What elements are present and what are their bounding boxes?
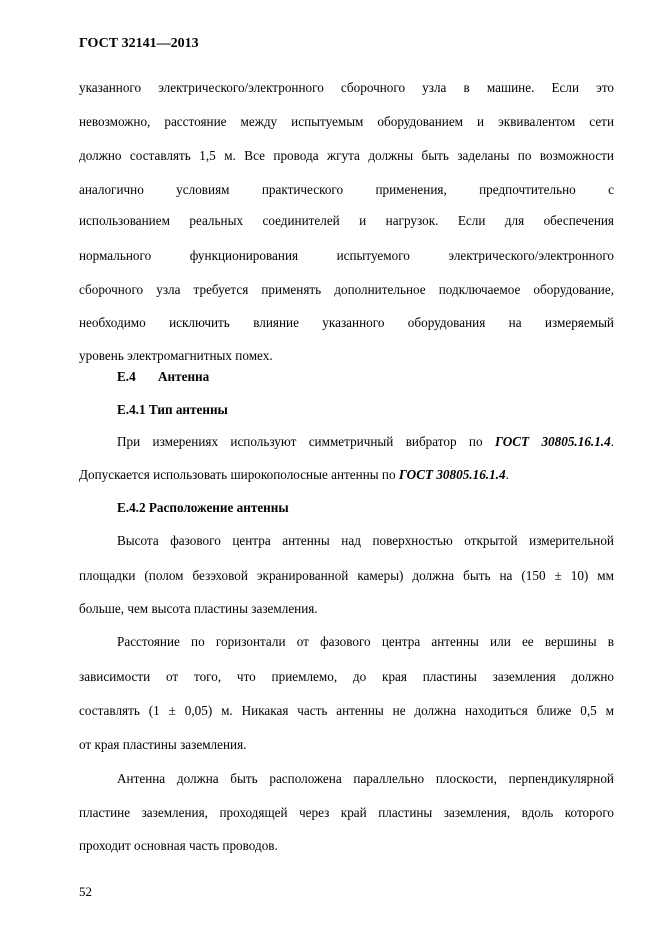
- paragraph-line: зависимости от того, что приемлемо, до края пластины заземления должно: [79, 669, 614, 684]
- paragraph-line: составлять (1 ± 0,05) м. Никакая часть антенны не должна находиться ближе 0,5 м: [79, 703, 614, 718]
- paragraph-line: нормального функционирования испытуемого электрического/электронного: [79, 248, 614, 263]
- text-run: При измерениях используют симметричный вибратор по: [117, 434, 483, 449]
- paragraph-line: площадки (полом безэховой экранированной камеры) должна быть на (150 ± 10) мм: [79, 568, 614, 583]
- text-run: Допускается использовать широкополосные антенны по: [79, 467, 396, 482]
- subsection-title: Е.4.1 Тип антенны: [117, 402, 228, 417]
- paragraph-line: сборочного узла требуется применять дополнительное подключаемое оборудование,: [79, 282, 614, 297]
- paragraph-line: Высота фазового центра антенны над поверхностью открытой измерительной: [117, 533, 614, 548]
- paragraph-line: проходит основная часть проводов.: [79, 838, 278, 853]
- section-title: Антенна: [158, 369, 210, 384]
- paragraph-line: Антенна должна быть расположена параллельно плоскости, перпендикулярной: [117, 771, 614, 786]
- text-run: .: [505, 467, 509, 482]
- paragraph-line: аналогично условиям практического применения, предпочтительно с: [79, 182, 614, 197]
- paragraph-line: от края пластины заземления.: [79, 737, 247, 752]
- paragraph-line: использованием реальных соединителей и нагрузок. Если для обеспечения: [79, 213, 614, 228]
- paragraph-line: невозможно, расстояние между испытуемым оборудованием и эквивалентом сети: [79, 114, 614, 129]
- section-number: Е.4: [117, 369, 136, 384]
- subsection-title: Е.4.2 Расположение антенны: [117, 500, 289, 515]
- paragraph-line: уровень электромагнитных помех.: [79, 348, 273, 363]
- standard-reference: ГОСТ 30805.16.1.4: [398, 467, 506, 482]
- document-header: ГОСТ 32141—2013: [79, 36, 199, 51]
- standard-reference: ГОСТ 30805.16.1.4: [494, 434, 611, 449]
- paragraph-line: Расстояние по горизонтали от фазового центра антенны или ее вершины в: [117, 634, 614, 649]
- paragraph-line: [79, 467, 614, 483]
- text-run: .: [610, 434, 614, 449]
- paragraph-line: пластине заземления, проходящей через край пластины заземления, вдоль которого: [79, 805, 614, 820]
- paragraph-line: необходимо исключить влияние указанного оборудования на измеряемый: [79, 315, 614, 330]
- paragraph-line: должно составлять 1,5 м. Все провода жгута должны быть заделаны по возможности: [79, 148, 614, 163]
- page-number: 52: [79, 884, 92, 899]
- paragraph-line: больше, чем высота пластины заземления.: [79, 601, 318, 616]
- paragraph-line: [117, 434, 614, 450]
- paragraph-line: указанного электрического/электронного сборочного узла в машине. Если это: [79, 80, 614, 95]
